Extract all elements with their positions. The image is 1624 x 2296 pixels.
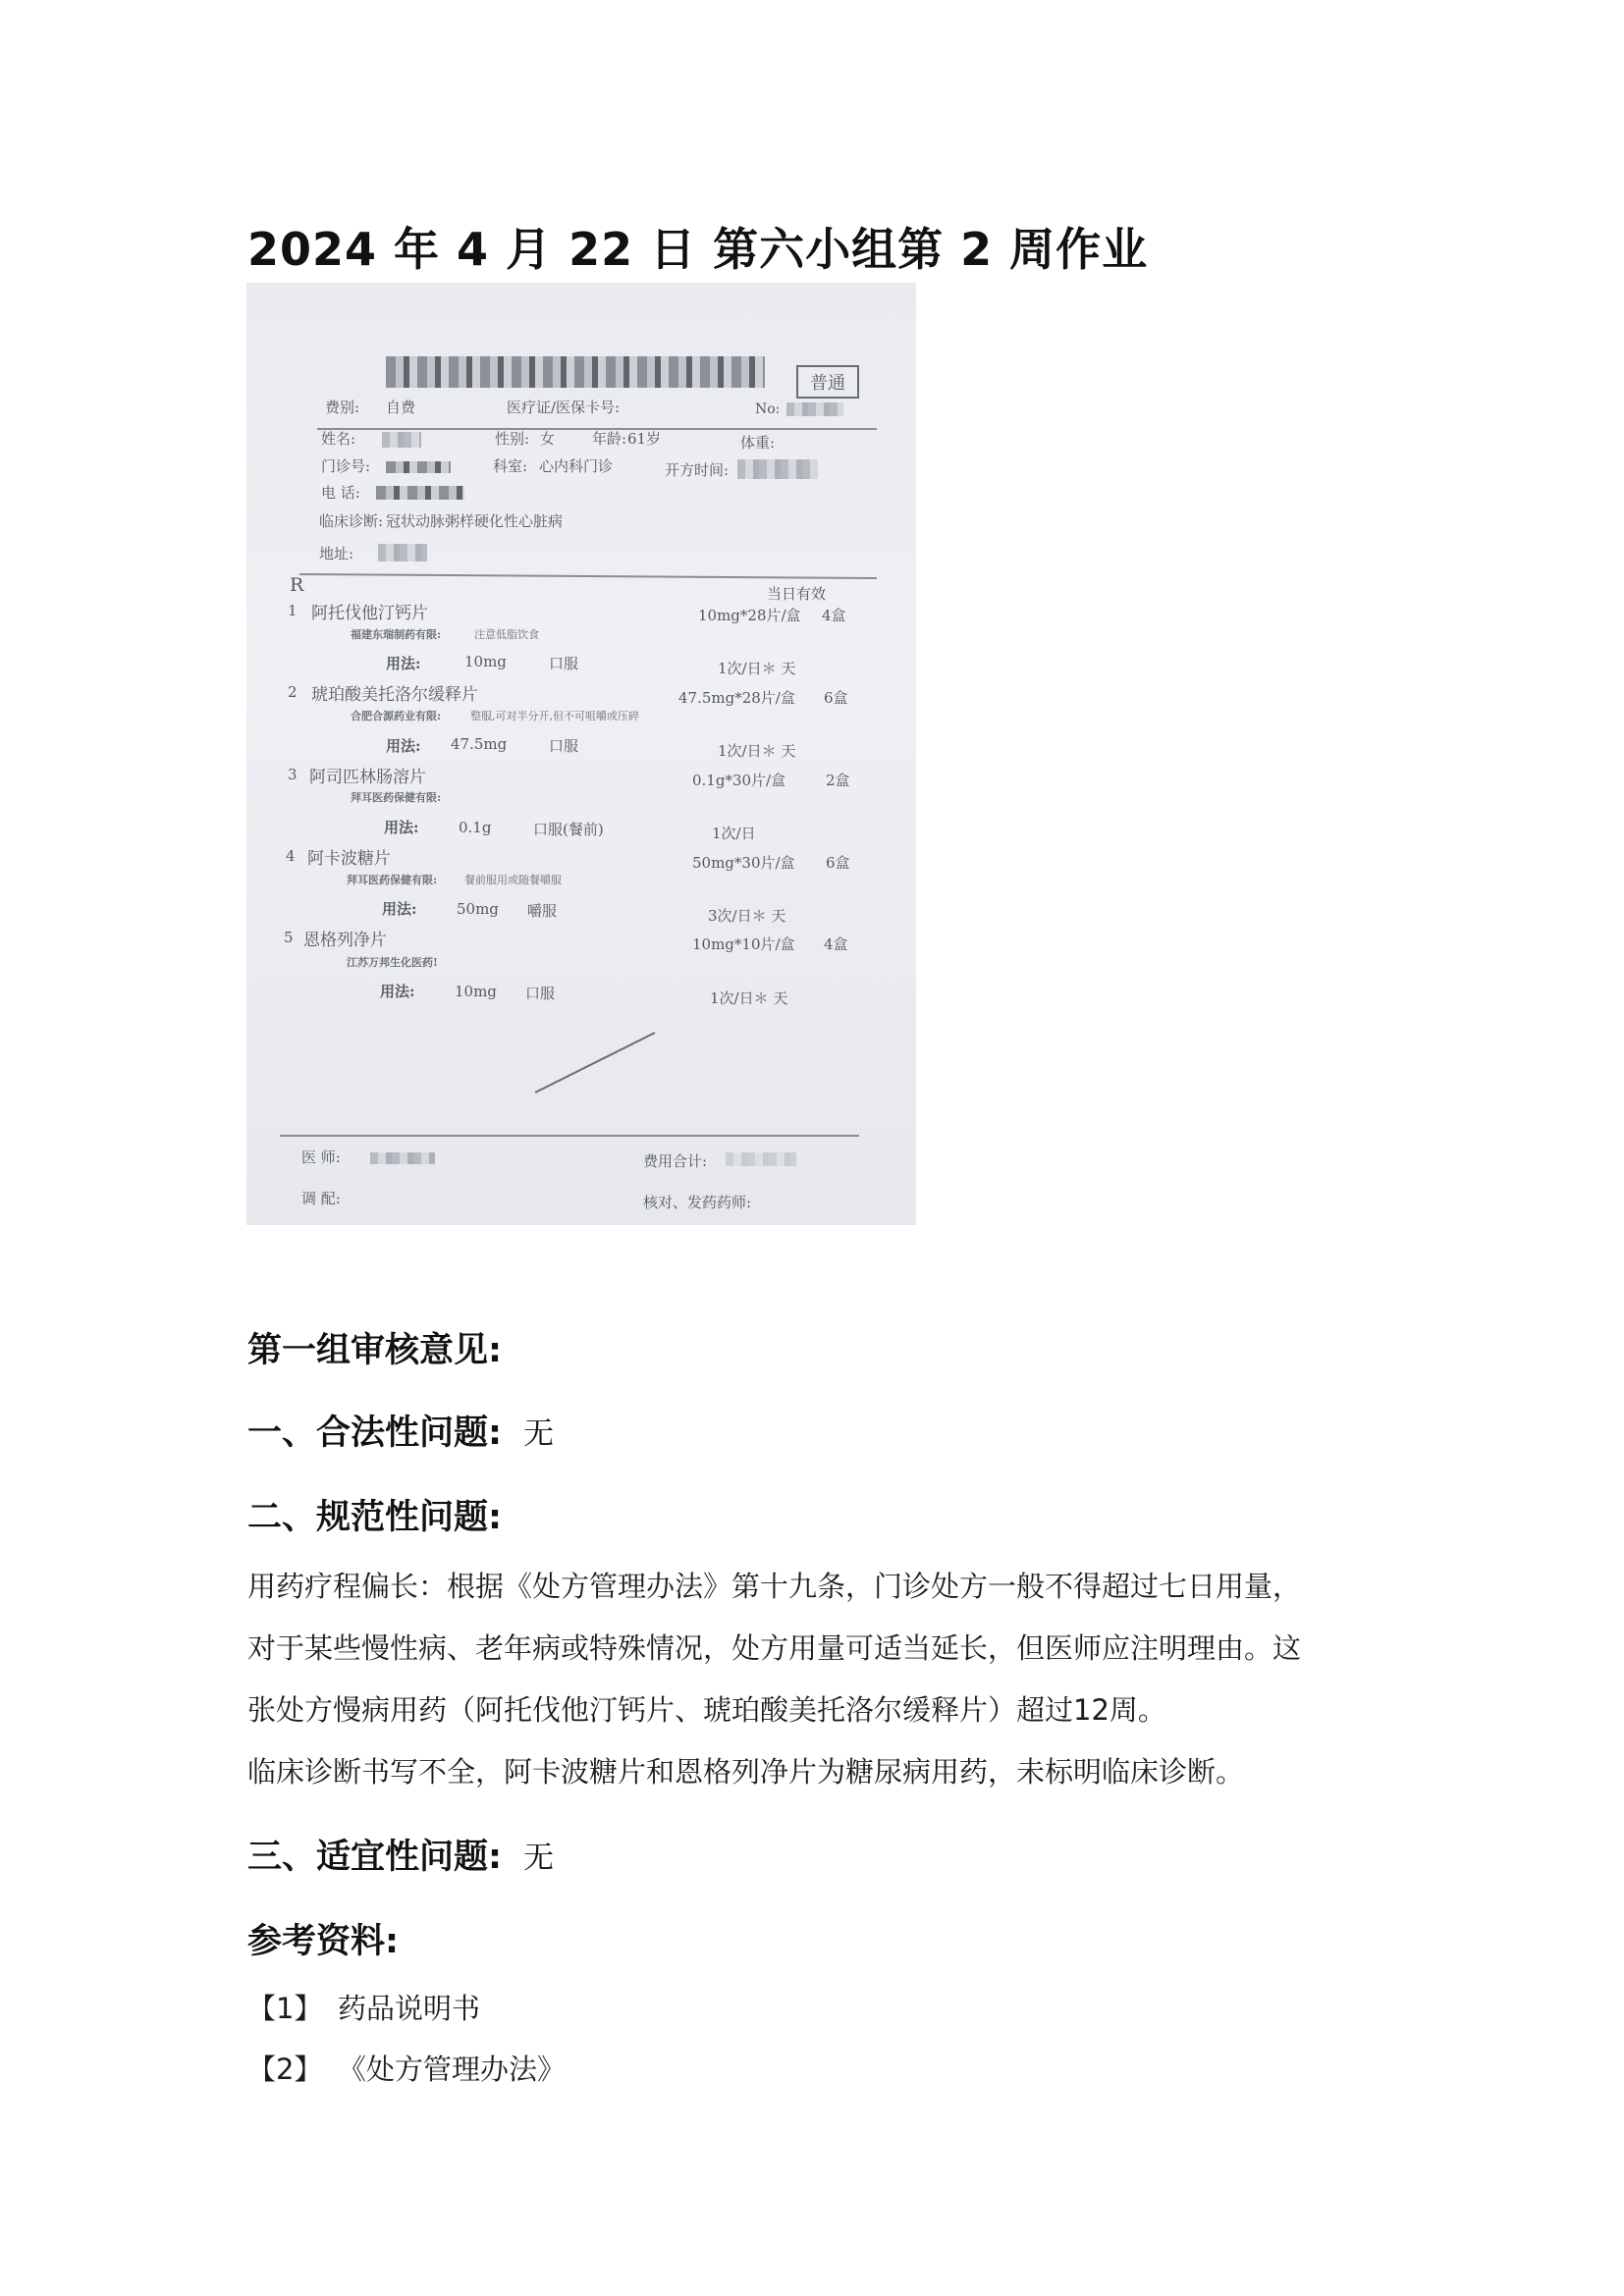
weight-label: 体重:	[740, 434, 776, 452]
pharmacist-label: 核对、发药药师:	[643, 1194, 752, 1211]
age-value: 61岁	[627, 430, 662, 448]
doctor-label: 医 师:	[301, 1148, 341, 1166]
legality-heading: 一、合法性问题:	[247, 1414, 502, 1453]
drug-3-usage-label: 用法:	[384, 819, 419, 836]
dept-label: 科室:	[493, 457, 528, 475]
review-heading: 第一组审核意见:	[247, 1331, 502, 1370]
legality-section	[247, 1406, 554, 1455]
reference-2	[247, 2048, 566, 2088]
redacted-doctor	[370, 1152, 435, 1164]
diagnosis-value: 冠状动脉粥样硬化性心脏病	[386, 512, 564, 530]
rx-divider	[299, 573, 877, 579]
age-label: 年龄:	[592, 430, 627, 448]
reference-1-text: 药品说明书	[338, 1992, 481, 2025]
drug-3-name: 阿司匹林肠溶片	[309, 768, 426, 787]
redacted-total-fee	[726, 1152, 796, 1166]
drug-1-route: 口服	[549, 655, 579, 672]
drug-2-name: 琥珀酸美托洛尔缓释片	[311, 685, 478, 705]
drug-4-spec: 50mg*30片/盒	[692, 854, 795, 872]
drug-1-maker: 福建东瑞制药有限:	[351, 628, 442, 641]
drug-2-usage-label: 用法:	[386, 737, 421, 755]
dispense-label: 调 配:	[301, 1190, 341, 1207]
drug-2-route: 口服	[549, 737, 579, 755]
redacted-name	[382, 432, 421, 448]
references-heading: 参考资料:	[247, 1922, 399, 1961]
drug-3-no: 3	[288, 766, 298, 783]
footer-divider	[280, 1135, 859, 1137]
gender-label: 性别:	[495, 430, 530, 448]
insurance-label: 医疗证/医保卡号:	[507, 399, 621, 416]
standard-heading: 二、规范性问题:	[247, 1498, 502, 1537]
drug-4-freq: 3次/日＊ 天	[708, 907, 786, 925]
redacted-no	[786, 402, 843, 416]
legality-value: 无	[523, 1416, 554, 1452]
redacted-hospital-name	[386, 356, 765, 388]
drug-5-usage-label: 用法:	[380, 983, 415, 1000]
redacted-clinic-no	[386, 461, 451, 473]
clinic-no-label: 门诊号:	[321, 457, 371, 475]
drug-3-freq: 1次/日	[712, 825, 756, 842]
standard-line-3: 张处方慢病用药（阿托伐他汀钙片、琥珀酸美托洛尔缓释片）超过12周。	[247, 1693, 1166, 1727]
drug-4-note: 餐前服用或随餐嚼服	[464, 874, 562, 886]
drug-2-maker: 合肥合源药业有限:	[351, 710, 442, 722]
drug-5-name: 恩格列净片	[303, 931, 387, 950]
dept-value: 心内科门诊	[539, 457, 614, 475]
name-label: 姓名:	[321, 430, 356, 448]
drug-5-no: 5	[284, 929, 294, 946]
drug-4-maker: 拜耳医药保健有限:	[347, 874, 438, 886]
rx-time-label: 开方时间:	[665, 461, 730, 479]
drug-4-usage-label: 用法:	[382, 900, 417, 918]
drug-4-dose: 50mg	[457, 900, 499, 918]
phone-label: 电 话:	[321, 484, 360, 502]
reference-2-num: 【2】	[247, 2053, 323, 2086]
no-label: No:	[755, 401, 781, 417]
redacted-phone	[376, 486, 464, 500]
drug-4-route: 嚼服	[527, 902, 558, 920]
drug-2-freq: 1次/日＊ 天	[718, 742, 796, 760]
standard-line-2: 对于某些慢性病、老年病或特殊情况，处方用量可适当延长，但医师应注明理由。这	[247, 1631, 1302, 1665]
total-fee-label: 费用合计:	[643, 1152, 708, 1170]
drug-2-dose: 47.5mg	[451, 735, 508, 753]
address-label: 地址:	[319, 545, 354, 562]
fee-type-value: 自费	[386, 399, 416, 416]
suitability-section	[247, 1830, 554, 1879]
reference-1-num: 【1】	[247, 1992, 323, 2025]
diagnosis-label: 临床诊断:	[319, 512, 384, 530]
suitability-value: 无	[523, 1841, 554, 1876]
standard-line-1: 用药疗程偏长：根据《处方管理办法》第十九条，门诊处方一般不得超过七日用量，	[247, 1570, 1302, 1603]
drug-3-route: 口服(餐前)	[533, 821, 604, 838]
drug-2-no: 2	[288, 683, 298, 701]
redacted-address	[378, 544, 427, 561]
drug-5-maker: 江苏万邦生化医药!	[347, 956, 438, 969]
drug-2-qty: 6盒	[824, 689, 848, 707]
valid-note: 当日有效	[767, 585, 827, 603]
drug-1-name: 阿托伐他汀钙片	[311, 604, 428, 623]
page-title: 2024 年 4 月 22 日 第六小组第 2 周作业	[247, 223, 1149, 276]
drug-1-freq: 1次/日＊ 天	[718, 660, 796, 677]
drug-5-dose: 10mg	[455, 983, 497, 1000]
drug-5-route: 口服	[525, 985, 556, 1002]
drug-3-qty: 2盒	[826, 772, 850, 789]
drug-2-spec: 47.5mg*28片/盒	[678, 689, 795, 707]
drug-4-no: 4	[286, 847, 296, 865]
reference-2-text: 《处方管理办法》	[338, 2053, 567, 2086]
drug-4-qty: 6盒	[826, 854, 850, 872]
redacted-rx-time	[737, 459, 818, 479]
suitability-heading: 三、适宜性问题:	[247, 1838, 502, 1877]
drug-1-no: 1	[288, 602, 298, 619]
gender-value: 女	[540, 430, 556, 448]
prescription-type-badge: 普通	[796, 365, 859, 399]
drug-3-maker: 拜耳医药保健有限:	[351, 791, 442, 804]
drug-3-spec: 0.1g*30片/盒	[692, 772, 786, 789]
drug-1-note: 注意低脂饮食	[474, 628, 539, 641]
drug-5-qty: 4盒	[824, 935, 848, 953]
drug-1-dose: 10mg	[464, 653, 507, 670]
drug-5-spec: 10mg*10片/盒	[692, 935, 795, 953]
fee-type-label: 费别:	[325, 399, 360, 416]
drug-1-usage-label: 用法:	[386, 655, 421, 672]
rx-mark: R	[290, 574, 304, 596]
drug-2-note: 整服,可对半分开,但不可咀嚼或压碎	[470, 710, 639, 722]
drug-3-dose: 0.1g	[459, 819, 492, 836]
prescription-photo	[246, 283, 916, 1225]
drug-4-name: 阿卡波糖片	[307, 849, 391, 869]
drug-1-spec: 10mg*28片/盒	[698, 607, 801, 624]
drug-1-qty: 4盒	[822, 607, 846, 624]
standard-line-4: 临床诊断书写不全，阿卡波糖片和恩格列净片为糖尿病用药，未标明临床诊断。	[247, 1755, 1245, 1789]
drug-5-freq: 1次/日＊ 天	[710, 989, 788, 1007]
reference-1	[247, 1987, 480, 2027]
signature-stroke	[531, 1029, 659, 1097]
